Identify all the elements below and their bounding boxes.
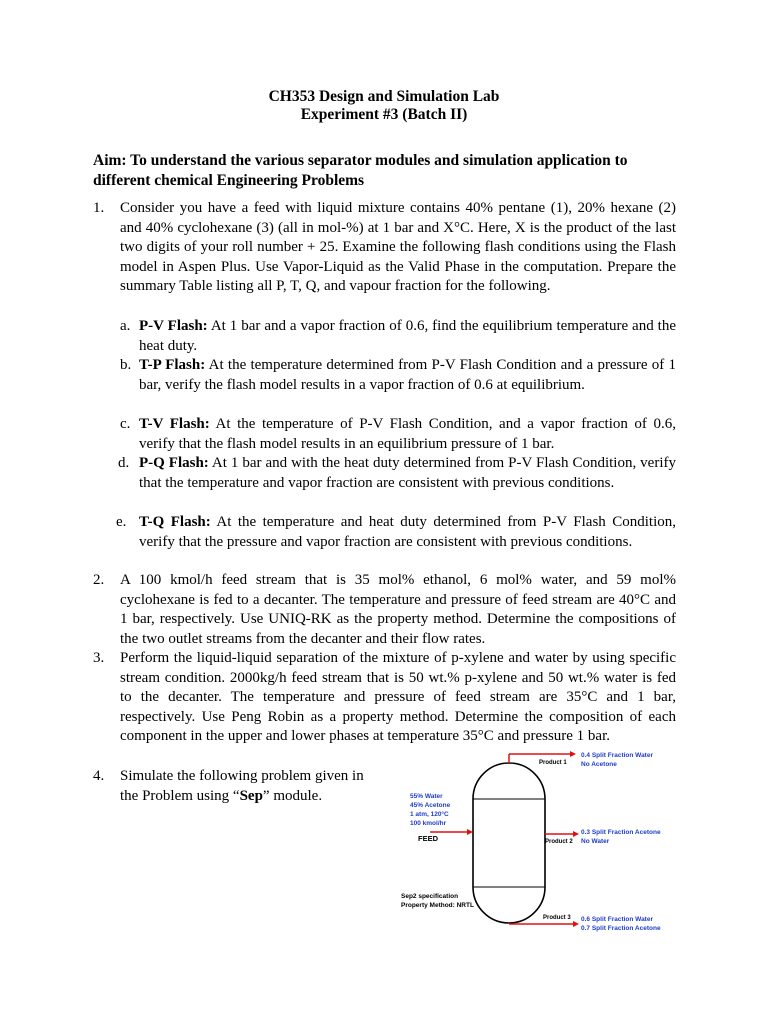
product2-label: Product 2 [545,839,573,845]
feed-condition-line: 55% Water [410,793,443,800]
feed-condition-line: 45% Acetone [410,802,451,809]
feed-condition-line: 1 atm, 120°C [410,811,449,818]
feed-label: FEED [418,834,439,843]
product1-arrow-head [570,751,576,757]
problem-4-module: Sep [239,787,263,804]
feed-condition-line: 100 kmol/hr [410,820,447,827]
subitem-d-title: P-Q Flash: [139,455,209,471]
subitem-d [139,454,676,493]
product2-note: No Water [581,838,610,845]
problem-2-text: A 100 kmol/h feed stream that is 35 mol% ethanol, 6 mol% water, and 59 mol% cyclohexane is fed to a decanter. The temperature and pressure of feed stream are 40°C and 1 bar, respectively. Use UNIQ-RK as the property method. Determine the compositions of the two outlet streams from the decanter and their flow rates. [120,572,676,647]
subitem-b-text: At the temperature determined from P-V Flash Condition and a pressure of 1 bar, verify the flash model results in a vapor fraction of 0.6 at equilibrium. [139,357,676,393]
separator-diagram [398,750,698,940]
problem-4-number: 4. [93,768,105,784]
course-title: CH353 Design and Simulation Lab [268,88,500,105]
spec-line: Sep2 specification [401,893,459,900]
problem-3-number: 3. [93,650,105,666]
product1-note: 0.4 Split Fraction Water [581,752,653,759]
problem-1-text: Consider you have a feed with liquid mixture contains 40% pentane (1), 20% hexane (2) and 40% cyclohexane (3) (all in mol-%) at 1 bar and X°C. Here, X is the product of the last two digits of your roll number + 25. Examine the following flash conditions using the Flash model in Aspen Plus. Use Vapor-Liquid as the Valid Phase in the computation. Prepare the summary Table listing all P, T, Q, and vapour fraction for the following. [120,200,676,295]
subitem-b-label: b. [120,357,132,373]
product2-note: 0.3 Split Fraction Acetone [581,829,661,836]
problem-3-text: Perform the liquid-liquid separation of the mixture of p-xylene and water by using specific stream condition. 2000kg/h feed stream that is 50 wt.% p-xylene and 50 wt.% water is fed to the decanter. The temperature and pressure of feed stream are 35°C and 1 bar, respectively. Use Peng Robin as a property method. Determine the composition of each component in the upper and lower phases at temperature 35°C and pressure 1 bar. [120,650,676,745]
problem-4-text [120,767,382,806]
aim-statement: Aim: To understand the various separator modules and simulation application to different chemical Engineering Problems [93,152,628,189]
subitem-b [139,356,676,395]
problem-2-number: 2. [93,572,105,588]
subitem-e-text: At the temperature and heat duty determined from P-V Flash Condition, verify that the pressure and vapor fraction are consistent with previous conditions. [139,514,677,550]
subitem-c-label: c. [120,416,131,432]
product2-arrow-head [573,831,579,837]
problem-4-text-after: ” module. [262,787,323,804]
subitem-d-text: At 1 bar and with the heat duty determined from P-V Flash Condition, verify that the temperature and vapor fraction are consistent with previous conditions. [139,455,676,491]
subitem-c [139,415,676,454]
product1-note: No Acetone [581,761,617,768]
product3-note: 0.6 Split Fraction Water [581,916,653,923]
subitem-e [139,513,676,552]
problem-1-number: 1. [93,200,105,216]
problem-4-text-before: Simulate the following problem given in the Problem using “ [120,768,364,804]
product1-label: Product 1 [539,760,567,766]
subitem-d-label: d. [118,455,130,471]
vessel-outline [473,763,545,923]
product3-arrow-head [573,921,579,927]
subitem-e-label: e. [116,514,127,530]
product3-label: Product 3 [543,915,571,921]
subitem-a-text: At 1 bar and a vapor fraction of 0.6, find the equilibrium temperature and the heat duty. [139,318,676,354]
feed-arrow-head [467,829,473,835]
subitem-c-title: T-V Flash: [139,416,210,432]
product3-note: 0.7 Split Fraction Acetone [581,925,661,932]
subitem-e-title: T-Q Flash: [139,514,211,530]
experiment-title: Experiment #3 (Batch II) [300,106,468,123]
subitem-a-label: a. [120,318,131,334]
subitem-c-text: At the temperature of P-V Flash Condition, and a vapor fraction of 0.6, verify that the flash model results in an equilibrium pressure of 1 bar. [139,416,676,452]
subitem-a [139,317,676,356]
subitem-b-title: T-P Flash: [139,357,206,373]
subitem-a-title: P-V Flash: [139,318,208,334]
spec-line: Property Method: NRTL [401,902,474,909]
